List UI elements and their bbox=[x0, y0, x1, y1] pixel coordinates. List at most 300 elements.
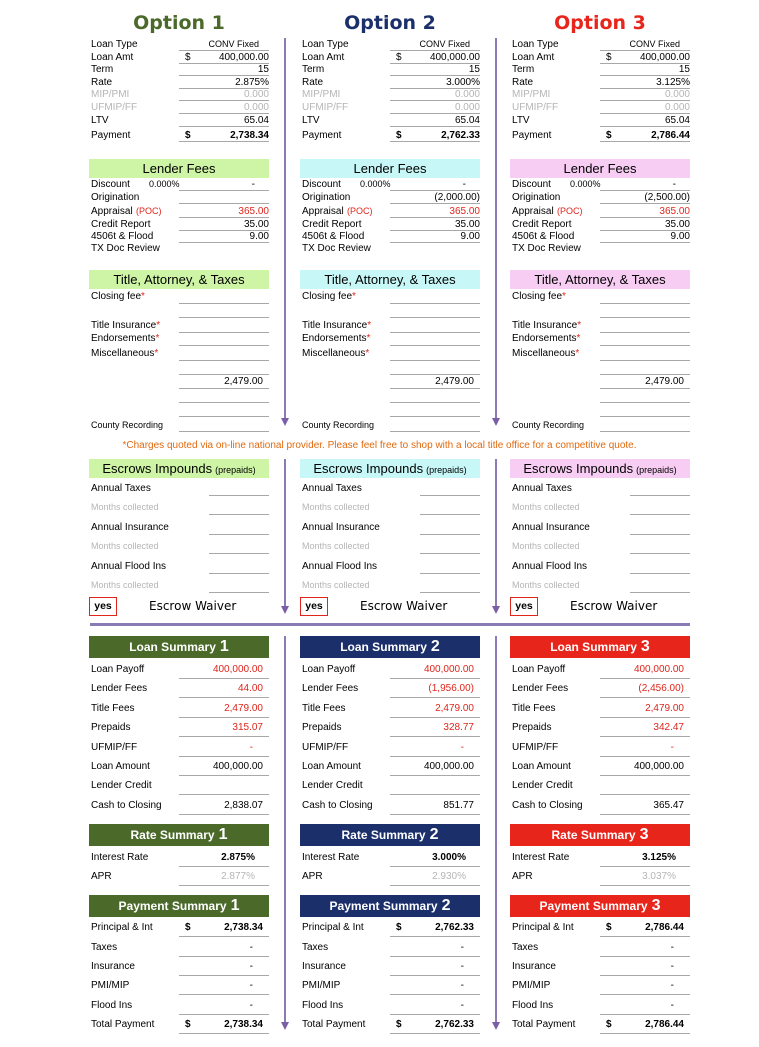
dollar-sign: $ bbox=[606, 52, 612, 63]
row-label: Loan Type bbox=[91, 39, 138, 50]
row-label: Rate bbox=[512, 77, 534, 88]
underline bbox=[420, 553, 480, 554]
title-row bbox=[89, 347, 269, 361]
row-label: Interest Rate bbox=[302, 852, 360, 863]
summary-row bbox=[510, 918, 690, 937]
row-value: (1,956.00) bbox=[428, 683, 474, 694]
row-value: - bbox=[251, 179, 255, 190]
row-value: CONV Fixed bbox=[208, 39, 259, 49]
escrow-row bbox=[300, 578, 480, 593]
underline bbox=[600, 141, 690, 142]
info-row bbox=[300, 129, 480, 142]
row-value: 2,786.44 bbox=[645, 922, 684, 933]
summary-row bbox=[300, 776, 480, 795]
row-label: LTV bbox=[302, 115, 320, 126]
row-value: (2,500.00) bbox=[644, 192, 690, 203]
summary-row bbox=[89, 976, 269, 995]
row-value: 9.00 bbox=[460, 231, 480, 242]
underline bbox=[179, 141, 269, 142]
summary-row bbox=[300, 699, 480, 718]
row-value: 400,000.00 bbox=[639, 52, 690, 63]
row-label: Payment bbox=[512, 130, 552, 141]
title-row bbox=[89, 319, 269, 333]
row-label bbox=[302, 290, 356, 304]
summary-row bbox=[300, 718, 480, 737]
summary-row bbox=[89, 1015, 269, 1034]
underline bbox=[179, 345, 269, 346]
row-value: - bbox=[249, 742, 253, 753]
summary-row bbox=[510, 776, 690, 795]
info-row bbox=[89, 101, 269, 114]
title-row bbox=[510, 304, 690, 318]
row-label: Term bbox=[512, 64, 535, 75]
star-mark: * bbox=[576, 333, 581, 344]
underline bbox=[390, 736, 480, 737]
row-value: - bbox=[460, 942, 464, 953]
summary-row bbox=[89, 848, 269, 867]
row-value: 65.04 bbox=[664, 115, 690, 126]
option-title: Option 3 bbox=[554, 12, 646, 34]
row-label: Months collected bbox=[302, 541, 370, 551]
summary-row bbox=[510, 699, 690, 718]
row-label: Lender Credit bbox=[91, 780, 152, 791]
summary-row bbox=[510, 679, 690, 698]
row-label: LTV bbox=[512, 115, 530, 126]
row-label: Loan Payoff bbox=[512, 664, 566, 675]
dollar-sign: $ bbox=[396, 130, 402, 141]
star-mark: * bbox=[352, 291, 356, 302]
summary-row bbox=[510, 996, 690, 1015]
title-row bbox=[300, 332, 480, 346]
row-value: 365.00 bbox=[449, 206, 480, 217]
row-label: Annual Flood Ins bbox=[91, 561, 167, 572]
lender-fees-header: Lender Fees bbox=[300, 159, 480, 178]
row-label: PMI/MIP bbox=[91, 980, 130, 991]
arrow-down-icon bbox=[492, 606, 500, 614]
escrow-row bbox=[89, 539, 269, 554]
row-value: 35.00 bbox=[664, 219, 690, 230]
row-value: 0.000 bbox=[243, 89, 269, 100]
underline bbox=[390, 141, 480, 142]
row-value: 0.000 bbox=[664, 89, 690, 100]
row-label: Lender Credit bbox=[512, 780, 573, 791]
summary-row bbox=[89, 660, 269, 679]
row-label: Discount bbox=[512, 179, 551, 190]
row-label: Payment bbox=[302, 130, 342, 141]
row-label: APR bbox=[91, 871, 112, 882]
row-value: 2,479.00 bbox=[435, 703, 474, 714]
info-row bbox=[510, 38, 690, 51]
escrow-row bbox=[300, 500, 480, 515]
title-row bbox=[510, 361, 690, 375]
info-row bbox=[510, 191, 690, 204]
underline bbox=[390, 794, 480, 795]
row-label: Appraisal bbox=[302, 206, 344, 217]
summary-row bbox=[89, 867, 269, 886]
summary-row bbox=[89, 796, 269, 815]
summary-row bbox=[300, 938, 480, 957]
row-label: Months collected bbox=[302, 502, 370, 512]
underline bbox=[600, 431, 690, 432]
underline bbox=[600, 736, 690, 737]
discount-pct: 0.000% bbox=[570, 179, 601, 189]
flow-line bbox=[495, 636, 497, 1022]
escrow-row bbox=[300, 539, 480, 554]
row-label: 4506t & Flood bbox=[91, 231, 154, 242]
row-value: 2,738.34 bbox=[224, 1019, 263, 1030]
discount-pct: 0.000% bbox=[360, 179, 391, 189]
info-row bbox=[510, 242, 690, 255]
option-title: Option 1 bbox=[133, 12, 225, 34]
title-header: Title, Attorney, & Taxes bbox=[510, 270, 690, 289]
info-row bbox=[89, 178, 269, 191]
underline bbox=[179, 203, 269, 204]
row-label: Term bbox=[302, 64, 325, 75]
row-label: UFMIP/FF bbox=[91, 102, 138, 113]
star-mark: * bbox=[575, 348, 580, 359]
info-row bbox=[89, 129, 269, 142]
row-label: 4506t & Flood bbox=[512, 231, 575, 242]
summary-row bbox=[510, 938, 690, 957]
underline bbox=[600, 936, 690, 937]
escrow-waiver-label: Escrow Waiver bbox=[149, 599, 237, 613]
row-label: UFMIP/FF bbox=[512, 742, 559, 753]
row-label: PMI/MIP bbox=[512, 980, 551, 991]
row-label: 4506t & Flood bbox=[302, 231, 365, 242]
row-value: 365.00 bbox=[659, 206, 690, 217]
row-value: 2,838.07 bbox=[224, 800, 263, 811]
underline bbox=[179, 431, 269, 432]
row-label: MIP/PMI bbox=[302, 89, 341, 100]
summary-row bbox=[300, 1015, 480, 1034]
underline bbox=[209, 514, 269, 515]
row-value: - bbox=[249, 980, 253, 991]
row-label: Months collected bbox=[512, 580, 580, 590]
row-value: - bbox=[460, 980, 464, 991]
rate-summary-header bbox=[89, 824, 269, 846]
title-row bbox=[300, 347, 480, 361]
row-label bbox=[91, 319, 160, 333]
label-text: Miscellaneous bbox=[91, 348, 155, 359]
row-value: 400,000.00 bbox=[212, 664, 263, 675]
underline bbox=[630, 534, 690, 535]
underline bbox=[630, 514, 690, 515]
row-label: UFMIP/FF bbox=[512, 102, 559, 113]
row-label: Principal & Int bbox=[512, 922, 574, 933]
row-value: 9.00 bbox=[249, 231, 269, 242]
arrow-down-icon bbox=[492, 1022, 500, 1030]
lender-fees-header: Lender Fees bbox=[510, 159, 690, 178]
row-value: - bbox=[670, 742, 674, 753]
row-label: TX Doc Review bbox=[302, 243, 371, 254]
row-label: Insurance bbox=[91, 961, 135, 972]
summary-row bbox=[89, 718, 269, 737]
underline bbox=[390, 1033, 480, 1034]
title-row bbox=[89, 375, 269, 389]
underline bbox=[600, 126, 690, 127]
row-value: 328.77 bbox=[443, 722, 474, 733]
escrow-row bbox=[300, 520, 480, 535]
underline bbox=[420, 514, 480, 515]
row-label bbox=[512, 347, 579, 361]
row-value: 315.07 bbox=[232, 722, 263, 733]
info-row bbox=[510, 178, 690, 191]
star-mark: * bbox=[367, 320, 372, 331]
dollar-sign: $ bbox=[185, 130, 191, 141]
row-label: Origination bbox=[302, 192, 351, 203]
row-label: Annual Flood Ins bbox=[512, 561, 588, 572]
summary-number: 2 bbox=[430, 638, 440, 655]
payment-summary-header bbox=[510, 895, 690, 917]
row-label bbox=[302, 332, 370, 346]
label-text: Closing fee bbox=[302, 291, 353, 302]
underline bbox=[390, 317, 480, 318]
row-value: 400,000.00 bbox=[212, 761, 263, 772]
summary-row bbox=[89, 699, 269, 718]
underline bbox=[390, 203, 480, 204]
underline bbox=[179, 794, 269, 795]
underline bbox=[179, 416, 269, 417]
dollar-sign: $ bbox=[396, 1019, 402, 1030]
label-text: Title Insurance bbox=[512, 320, 578, 331]
row-value: 2.875% bbox=[221, 852, 255, 863]
row-value: 0.000 bbox=[664, 102, 690, 113]
row-label: Loan Amt bbox=[91, 52, 134, 63]
arrow-down-icon bbox=[281, 606, 289, 614]
row-label: Term bbox=[91, 64, 114, 75]
row-label: Total Payment bbox=[512, 1019, 576, 1030]
underline bbox=[420, 534, 480, 535]
title-row bbox=[510, 347, 690, 361]
row-value: 2,479.00 bbox=[224, 703, 263, 714]
summary-row bbox=[300, 848, 480, 867]
summary-row bbox=[300, 996, 480, 1015]
row-label bbox=[91, 332, 159, 346]
row-label bbox=[512, 332, 580, 346]
title-row bbox=[510, 319, 690, 333]
row-value: - bbox=[462, 179, 466, 190]
row-value: 44.00 bbox=[237, 683, 263, 694]
row-label bbox=[91, 290, 145, 304]
info-row bbox=[300, 205, 480, 218]
row-value: 2.930% bbox=[432, 871, 466, 882]
arrow-down-icon bbox=[281, 418, 289, 426]
label-text: Miscellaneous bbox=[302, 348, 366, 359]
row-value: - bbox=[672, 179, 676, 190]
row-label: Cash to Closing bbox=[302, 800, 373, 811]
prepaids-label: (prepaids) bbox=[215, 465, 256, 475]
summary-title: Payment Summary bbox=[539, 899, 648, 913]
escrow-row bbox=[510, 481, 690, 496]
star-mark: * bbox=[562, 291, 566, 302]
underline bbox=[630, 495, 690, 496]
info-row bbox=[510, 205, 690, 218]
summary-row bbox=[89, 957, 269, 976]
title-row bbox=[89, 304, 269, 318]
escrow-row bbox=[510, 539, 690, 554]
escrow-waiver-checkbox[interactable]: yes bbox=[89, 597, 117, 616]
underline bbox=[390, 416, 480, 417]
escrow-row bbox=[89, 481, 269, 496]
dollar-sign: $ bbox=[606, 130, 612, 141]
row-label: Rate bbox=[91, 77, 113, 88]
poc-label: (POC) bbox=[557, 206, 583, 216]
row-value: 35.00 bbox=[454, 219, 480, 230]
summary-number: 1 bbox=[219, 638, 229, 655]
label-text: Endorsements bbox=[91, 333, 156, 344]
row-label: County Recording bbox=[91, 420, 164, 430]
star-mark: * bbox=[141, 291, 145, 302]
underline bbox=[600, 416, 690, 417]
summary-row bbox=[300, 796, 480, 815]
underline bbox=[179, 1033, 269, 1034]
row-label: Taxes bbox=[302, 942, 329, 953]
row-label: Months collected bbox=[91, 541, 159, 551]
row-value: (2,456.00) bbox=[638, 683, 684, 694]
row-label: Annual Insurance bbox=[512, 522, 590, 533]
summary-number: 3 bbox=[639, 826, 649, 843]
star-mark: * bbox=[154, 348, 159, 359]
row-value: 3.037% bbox=[642, 871, 676, 882]
row-value: 365.47 bbox=[653, 800, 684, 811]
row-label: Insurance bbox=[302, 961, 346, 972]
summary-row bbox=[89, 679, 269, 698]
escrow-row bbox=[510, 559, 690, 574]
summary-row bbox=[510, 738, 690, 757]
underline bbox=[209, 553, 269, 554]
info-row bbox=[510, 114, 690, 127]
title-row bbox=[300, 375, 480, 389]
escrow-waiver-checkbox[interactable]: yes bbox=[510, 597, 538, 616]
row-label: Loan Payoff bbox=[302, 664, 356, 675]
row-value: 400,000.00 bbox=[423, 664, 474, 675]
summary-title: Loan Summary bbox=[129, 640, 216, 654]
title-row bbox=[510, 389, 690, 403]
escrows-header bbox=[300, 459, 480, 478]
title-row bbox=[510, 332, 690, 346]
label-text: Endorsements bbox=[302, 333, 367, 344]
lender-fees-header: Lender Fees bbox=[89, 159, 269, 178]
underline bbox=[420, 592, 480, 593]
row-label: Insurance bbox=[512, 961, 556, 972]
row-label: Credit Report bbox=[91, 219, 151, 230]
row-value: - bbox=[670, 1000, 674, 1011]
label-text: Title Insurance bbox=[91, 320, 157, 331]
underline bbox=[600, 203, 690, 204]
summary-row bbox=[300, 976, 480, 995]
row-label: Lender Fees bbox=[91, 683, 148, 694]
summary-number: 3 bbox=[640, 638, 650, 655]
label-text: Title Insurance bbox=[302, 320, 368, 331]
row-label: Origination bbox=[91, 192, 140, 203]
row-label: Taxes bbox=[512, 942, 539, 953]
summary-row bbox=[510, 976, 690, 995]
star-mark: * bbox=[155, 333, 160, 344]
escrow-title: Escrows Impounds bbox=[523, 461, 634, 476]
title-row bbox=[510, 375, 690, 389]
escrow-waiver-label: Escrow Waiver bbox=[360, 599, 448, 613]
row-value: - bbox=[670, 942, 674, 953]
title-row bbox=[300, 403, 480, 417]
info-row bbox=[300, 88, 480, 101]
summary-number: 1 bbox=[230, 897, 240, 914]
row-value: 400,000.00 bbox=[429, 52, 480, 63]
row-value: 2,762.33 bbox=[435, 922, 474, 933]
underline bbox=[179, 814, 269, 815]
escrows-header bbox=[510, 459, 690, 478]
flow-line bbox=[495, 459, 497, 606]
summary-title: Payment Summary bbox=[118, 899, 227, 913]
section-divider bbox=[90, 623, 690, 626]
summary-row bbox=[510, 660, 690, 679]
star-mark: * bbox=[577, 320, 582, 331]
row-label: Credit Report bbox=[512, 219, 572, 230]
row-value: 400,000.00 bbox=[633, 664, 684, 675]
row-value: 2,738.34 bbox=[224, 922, 263, 933]
rate-summary-header bbox=[300, 824, 480, 846]
summary-number: 3 bbox=[651, 897, 661, 914]
title-charges-note: *Charges quoted via on-line national provider. Please feel free to shop with a local title office for a competitive quote. bbox=[122, 440, 637, 451]
star-mark: * bbox=[365, 348, 370, 359]
loan-summary-header bbox=[89, 636, 269, 658]
underline bbox=[179, 885, 269, 886]
underline bbox=[600, 345, 690, 346]
summary-row bbox=[89, 757, 269, 776]
row-label: Interest Rate bbox=[512, 852, 570, 863]
row-label: Principal & Int bbox=[91, 922, 153, 933]
label-text: Miscellaneous bbox=[512, 348, 576, 359]
row-value: 3.000% bbox=[432, 852, 466, 863]
summary-row bbox=[510, 796, 690, 815]
underline bbox=[390, 936, 480, 937]
underline bbox=[420, 495, 480, 496]
underline bbox=[630, 592, 690, 593]
row-label: Total Payment bbox=[302, 1019, 366, 1030]
option-column-2 bbox=[300, 0, 480, 1047]
escrow-row bbox=[510, 520, 690, 535]
title-row bbox=[300, 304, 480, 318]
title-total: 2,479.00 bbox=[224, 376, 263, 387]
discount-pct: 0.000% bbox=[149, 179, 180, 189]
row-value: 342.47 bbox=[653, 722, 684, 733]
row-value: 0.000 bbox=[454, 102, 480, 113]
row-value: 2,762.33 bbox=[435, 1019, 474, 1030]
summary-row bbox=[89, 918, 269, 937]
row-value: 400,000.00 bbox=[218, 52, 269, 63]
summary-row bbox=[510, 757, 690, 776]
loan-summary-header bbox=[510, 636, 690, 658]
title-row bbox=[510, 403, 690, 417]
row-label: Annual Taxes bbox=[91, 483, 151, 494]
row-value: 0.000 bbox=[243, 102, 269, 113]
flow-line bbox=[284, 459, 286, 606]
row-value: - bbox=[670, 961, 674, 972]
summary-number: 2 bbox=[429, 826, 439, 843]
underline bbox=[390, 345, 480, 346]
row-label: TX Doc Review bbox=[91, 243, 160, 254]
info-row bbox=[300, 101, 480, 114]
row-value: 15 bbox=[257, 64, 269, 75]
row-value: 400,000.00 bbox=[423, 761, 474, 772]
escrow-waiver-checkbox[interactable]: yes bbox=[300, 597, 328, 616]
row-value: CONV Fixed bbox=[419, 39, 470, 49]
row-label: Annual Flood Ins bbox=[302, 561, 378, 572]
row-value: 365.00 bbox=[238, 206, 269, 217]
summary-row bbox=[300, 679, 480, 698]
row-label: Months collected bbox=[512, 541, 580, 551]
underline bbox=[390, 126, 480, 127]
escrow-row bbox=[89, 559, 269, 574]
